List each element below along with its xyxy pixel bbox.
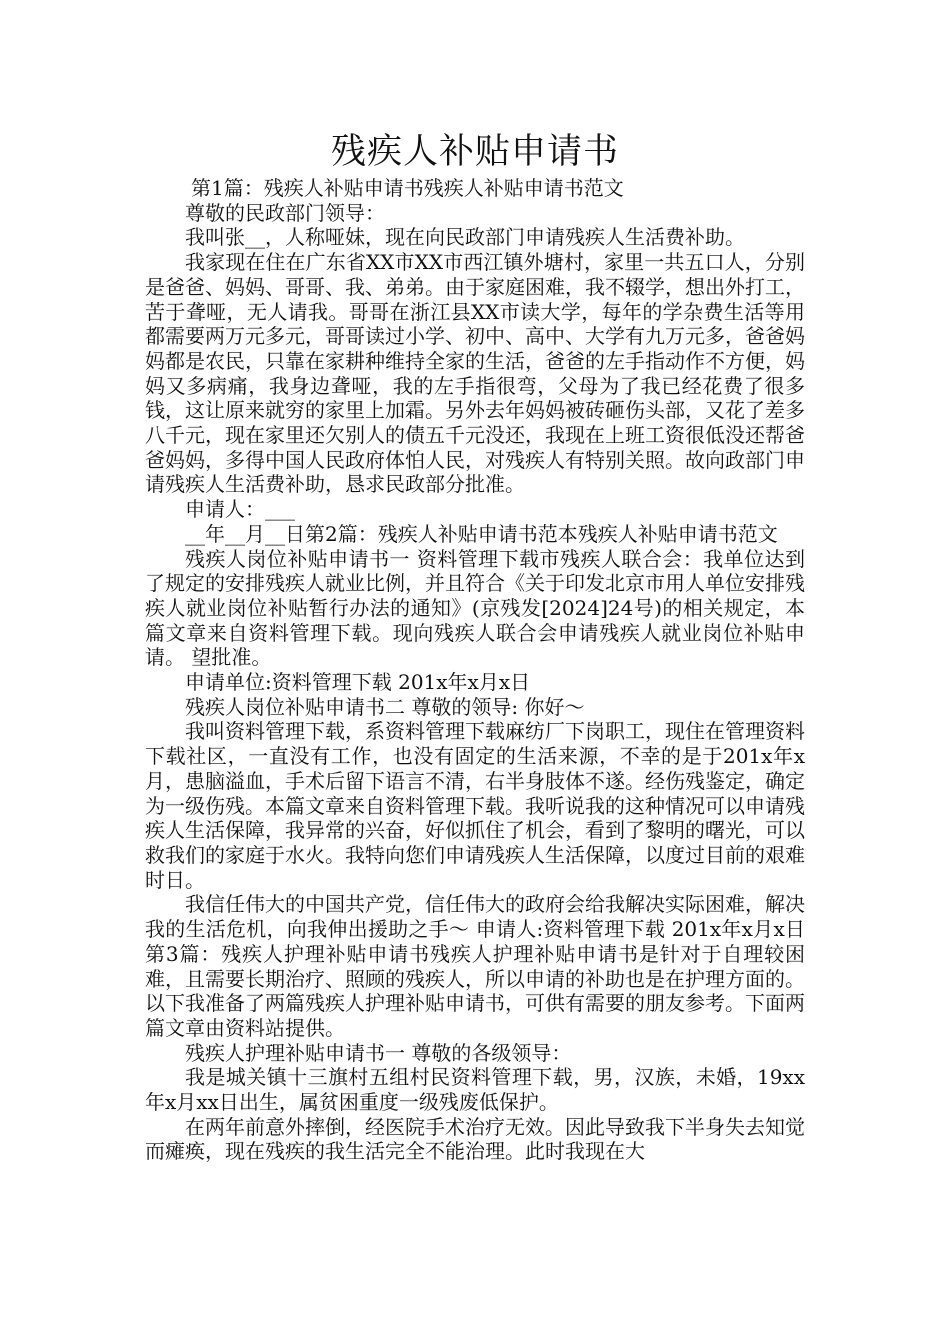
paragraph: 我叫资料管理下载，系资料管理下载麻纺厂下岗职工，现住在管理资料下载社区，一直没有工作，也没有固定的生活来源，不幸的是于201x年x月，患脑溢血，手术后留下语言不清，右半身肢体不遂。经伤残鉴定，确定为一级伤残。本篇文章来自资料管理下载。我听说我的这种情况可以申请残疾人生活保障，我异常的兴奋，好似抓住了机会，看到了黎明的曙光，可以救我们的家庭于水火。我特向您们申请残疾人生活保障，以度过目前的艰难时日。 bbox=[145, 719, 805, 892]
document-title: 残疾人补贴申请书 bbox=[330, 132, 619, 172]
paragraph: 申请人：___ bbox=[185, 497, 295, 522]
paragraph: 我是城关镇十三旗村五组村民资料管理下载，男，汉族，未婚，19xx年x月xx日出生，属贫困重度一级残废低保护。 bbox=[145, 1065, 805, 1115]
document-body bbox=[145, 176, 805, 1164]
paragraph: 残疾人岗位补贴申请书一 资料管理下载市残疾人联合会：我单位达到了规定的安排残疾人就业比例，并且符合《关于印发北京市用人单位安排残疾人就业岗位补贴暂行办法的通知》(京残发[2024]24号)的相关规定，本篇文章来自资料管理下载。现向残疾人联合会申请残疾人就业岗位补贴申请。 望批准。 bbox=[145, 546, 805, 670]
paragraph: 残疾人岗位补贴申请书二 尊敬的领导: 你好～ bbox=[185, 694, 585, 719]
paragraph: 第1篇：残疾人补贴申请书残疾人补贴申请书范文 bbox=[191, 176, 624, 200]
paragraph: __年__月__日第2篇：残疾人补贴申请书范本残疾人补贴申请书范文 bbox=[185, 521, 778, 546]
paragraph: 我叫张__，人称哑妹，现在向民政部门申请残疾人生活费补助。 bbox=[185, 225, 745, 250]
paragraph: 我信任伟大的中国共产党，信任伟大的政府会给我解决实际困难，解决我的生活危机，向我伸出援助之手～ 申请人:资料管理下载 201x年x月x日第3篇：残疾人护理补贴申请书残疾人护理补贴申请书是针对于自理较困难，且需要长期治疗、照顾的残疾人，所以申请的补助也是在护理方面的。以下我准备了两篇残疾人护理补贴申请书，可供有需要的朋友参考。下面两篇文章由资料站提供。 bbox=[145, 892, 805, 1040]
paragraph: 残疾人护理补贴申请书一 尊敬的各级领导： bbox=[185, 1040, 572, 1065]
paragraph: 尊敬的民政部门领导： bbox=[185, 200, 385, 225]
paragraph: 申请单位:资料管理下载 201x年x月x日 bbox=[185, 670, 531, 695]
paragraph: 在两年前意外摔倒，经医院手术治疗无效。因此导致我下半身失去知觉而瘫痪，现在残疾的我生活完全不能治理。此时我现在大 bbox=[145, 1114, 805, 1164]
paragraph: 我家现在住在广东省XX市XX市西江镇外塘村，家里一共五口人，分别是爸爸、妈妈、哥哥、我、弟弟。由于家庭困难，我不辍学，想出外打工，苦于聋哑，无人请我。哥哥在浙江县XX市读大学，每年的学杂费生活等用都需要两万元多元，哥哥读过小学、初中、高中、大学有九万元多，爸爸妈妈都是农民，只靠在家耕种维持全家的生活，爸爸的左手指动作不方便，妈妈又多病痛，我身边聋哑，我的左手指很弯，父母为了我已经花费了很多钱，这让原来就穷的家里上加霜。另外去年妈妈被砖砸伤头部，又花了差多八千元，现在家里还欠别人的债五千元没还，我现在上班工资很低没还帮爸爸妈妈，多得中国人民政府体怕人民，对残疾人有特别关照。故向政部门申请残疾人生活费补助，恳求民政部分批准。 bbox=[145, 250, 805, 497]
